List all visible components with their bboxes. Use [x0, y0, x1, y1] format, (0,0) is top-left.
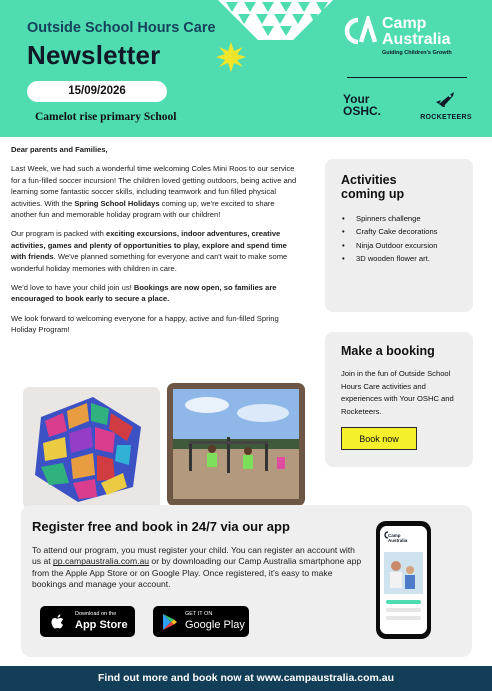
list-item: • Ninja Outdoor excursion — [342, 239, 437, 252]
footer-link[interactable]: Find out more and book now at www.campaustralia.com.au — [98, 672, 394, 684]
activities-title — [341, 173, 404, 201]
activities-title-line2: coming up — [341, 187, 405, 201]
activities-title-line1: Activities — [341, 173, 397, 187]
newsletter-header — [0, 0, 492, 137]
paragraph-4: We look forward to welcoming everyone for a happy, active and fun-filled Spring Holiday Program! — [11, 313, 279, 335]
paragraph-2-text-end: . We've planned something for everyone and can't wait to make some wonderful holiday memories with children in care. — [11, 252, 288, 273]
booking-title: Make a booking — [341, 344, 435, 358]
paragraph-1-text-end: coming up, we're excited to share another fun and memorable holiday program with our children! — [11, 198, 275, 220]
paragraph-1-text: Last Week, we had such a wonderful time welcoming Coles Mini Roos to our service for a fun-filled soccer incursion! The children loved getting outdoors, being active and learning some fantastic soccer skills, including teamwork and fun filled physical activities. With the — [11, 164, 297, 208]
triangle-pattern-icon — [218, 0, 333, 40]
camp-australia-brand — [342, 14, 482, 58]
paragraph-2 — [11, 228, 297, 274]
app-text-start: To attend our program, you must register your child. You can register an account with us at — [32, 545, 355, 567]
registration-link[interactable]: pp.campaustralia.com.au — [53, 556, 150, 567]
camp-australia-logo-icon — [342, 16, 378, 46]
bookings-open-emphasis: Bookings are now open, so families are encouraged to book early to secure a place. — [11, 283, 277, 304]
brand-name-line1: Camp — [382, 15, 427, 32]
outdoor-activity-photo — [167, 383, 305, 506]
program-emphasis: exciting excursions, indoor adventures, creative activities, games and plenty of opportunities to play, explore and spend time with friends — [11, 229, 287, 262]
your-oshc-line1: Your — [343, 92, 370, 106]
app-store-button[interactable] — [40, 606, 135, 637]
footer — [0, 666, 492, 691]
paragraph-3 — [11, 282, 297, 305]
rocketeers-logo — [411, 90, 481, 121]
craft-photo — [23, 387, 160, 509]
app-text-end: or by downloading our Camp Australia smartphone app from the Apple App Store or on Google Play. Once registered, it's easy to make bookings and manage your account. — [32, 556, 362, 590]
your-oshc-line2: OSHC. — [343, 104, 382, 118]
brand-tagline: Guiding Children's Growth — [382, 50, 452, 56]
list-item: • 3D wooden flower art. — [342, 252, 437, 265]
activities-list — [342, 212, 437, 266]
playground-image — [167, 383, 305, 506]
school-name: Camelot rise primary School — [35, 111, 177, 123]
spring-holidays-emphasis: Spring School Holidays — [74, 198, 160, 208]
book-now-button[interactable]: Book now — [341, 427, 417, 450]
app-description — [32, 545, 364, 591]
brand-name-line2: Australia — [382, 31, 451, 48]
paragraph-1 — [11, 163, 297, 220]
phone-brand-line1: Camp — [388, 533, 401, 538]
sunburst-icon — [216, 42, 246, 72]
phone-mockup — [376, 521, 431, 639]
phone-brand — [388, 533, 426, 543]
your-oshc-logo — [343, 93, 381, 117]
booking-text: Join in the fun of Outside School Hours Care activities and experiences with Your OSHC and Rocketeers. — [341, 369, 454, 416]
booking-card — [325, 332, 473, 467]
greeting: Dear parents and Families, — [11, 145, 108, 154]
paragraph-3-text: We'd love to have your child join us! — [11, 283, 134, 293]
rocket-icon — [435, 90, 457, 108]
brand-divider — [347, 77, 467, 78]
page-title: Newsletter — [27, 40, 161, 70]
google-play-label: Google Play — [185, 619, 245, 631]
paragraph-2-text: Our program is packed with — [11, 229, 106, 239]
phone-brand-line2: Australia — [388, 538, 408, 543]
beads-craft-image — [23, 387, 160, 509]
activities-card — [325, 159, 473, 312]
brand-name — [382, 16, 450, 48]
app-heading: Register free and book in 24/7 via our app — [32, 519, 290, 534]
newsletter-date: 15/09/2026 — [27, 81, 167, 102]
google-play-icon — [162, 613, 178, 631]
phone-screen — [380, 526, 427, 634]
newsletter-body — [11, 144, 297, 344]
app-store-label: App Store — [75, 619, 128, 631]
apple-icon — [49, 613, 67, 631]
app-store-small-label: Download on the — [75, 611, 117, 617]
list-item: • Spinners challenge — [342, 212, 437, 225]
rocketeers-wordmark: ROCKETEERS — [420, 114, 472, 121]
google-play-small-label: GET IT ON — [185, 611, 213, 617]
header-pretitle: Outside School Hours Care — [27, 20, 216, 36]
list-item: • Crafty Cake decorations — [342, 225, 437, 238]
google-play-button[interactable] — [153, 606, 249, 637]
